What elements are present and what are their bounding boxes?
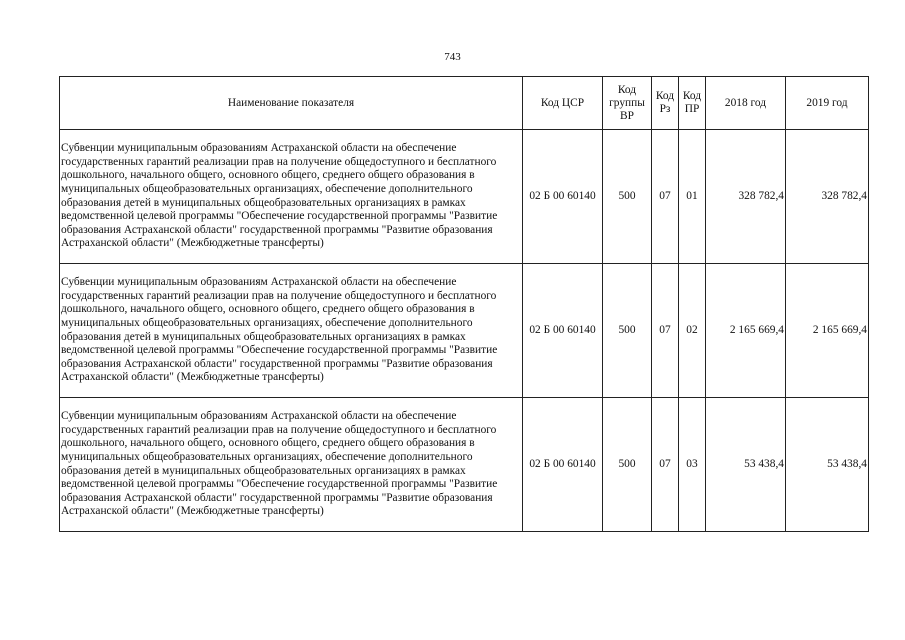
row-rz: 07	[652, 130, 679, 264]
row-pr: 03	[679, 398, 706, 532]
header-vr: Код группы ВР	[603, 77, 652, 130]
table-row	[60, 264, 869, 398]
header-2019: 2019 год	[786, 77, 869, 130]
row-csr: 02 Б 00 60140	[523, 398, 603, 532]
row-vr: 500	[603, 398, 652, 532]
header-csr: Код ЦСР	[523, 77, 603, 130]
header-rz: Код Рз	[652, 77, 679, 130]
row-rz: 07	[652, 264, 679, 398]
row-name: Субвенции муниципальным образованиям Астраханской области на обеспечение государственных гарантий реализации прав на получение общедоступного и бесплатного дошкольного, начального общего, основного общего, среднего общего образования в муниципальных общеобразовательных организациях, обеспечение дополнительного образования детей в муниципальных общеобразовательных организациях в рамках ведомственной целевой программы "Обеспечение государственной программы "Развитие образования Астраханской области" государственной программы "Развитие образования Астраханской области" (Межбюджетные трансферты)	[60, 130, 523, 264]
row-csr: 02 Б 00 60140	[523, 130, 603, 264]
row-2018: 328 782,4	[706, 130, 786, 264]
row-2019: 328 782,4	[786, 130, 869, 264]
row-pr: 01	[679, 130, 706, 264]
row-vr: 500	[603, 264, 652, 398]
row-vr: 500	[603, 130, 652, 264]
table-row	[60, 398, 869, 532]
row-rz: 07	[652, 398, 679, 532]
row-2019: 53 438,4	[786, 398, 869, 532]
row-name: Субвенции муниципальным образованиям Астраханской области на обеспечение государственных гарантий реализации прав на получение общедоступного и бесплатного дошкольного, начального общего, основного общего, среднего общего образования в муниципальных общеобразовательных организациях, обеспечение дополнительного образования детей в муниципальных общеобразовательных организациях в рамках ведомственной целевой программы "Обеспечение государственной программы "Развитие образования Астраханской области" государственной программы "Развитие образования Астраханской области" (Межбюджетные трансферты)	[60, 398, 523, 532]
row-2018: 53 438,4	[706, 398, 786, 532]
row-csr: 02 Б 00 60140	[523, 264, 603, 398]
budget-table	[59, 76, 869, 532]
header-pr: Код ПР	[679, 77, 706, 130]
row-2019: 2 165 669,4	[786, 264, 869, 398]
row-name: Субвенции муниципальным образованиям Астраханской области на обеспечение государственных гарантий реализации прав на получение общедоступного и бесплатного дошкольного, начального общего, основного общего, среднего общего образования в муниципальных общеобразовательных организациях, обеспечение дополнительного образования детей в муниципальных общеобразовательных организациях в рамках ведомственной целевой программы "Обеспечение государственной программы "Развитие образования Астраханской области" государственной программы "Развитие образования Астраханской области" (Межбюджетные трансферты)	[60, 264, 523, 398]
table-header-row	[60, 77, 869, 130]
header-name: Наименование показателя	[60, 77, 523, 130]
header-2018: 2018 год	[706, 77, 786, 130]
row-2018: 2 165 669,4	[706, 264, 786, 398]
page-number: 743	[444, 51, 461, 63]
table-row	[60, 130, 869, 264]
row-pr: 02	[679, 264, 706, 398]
